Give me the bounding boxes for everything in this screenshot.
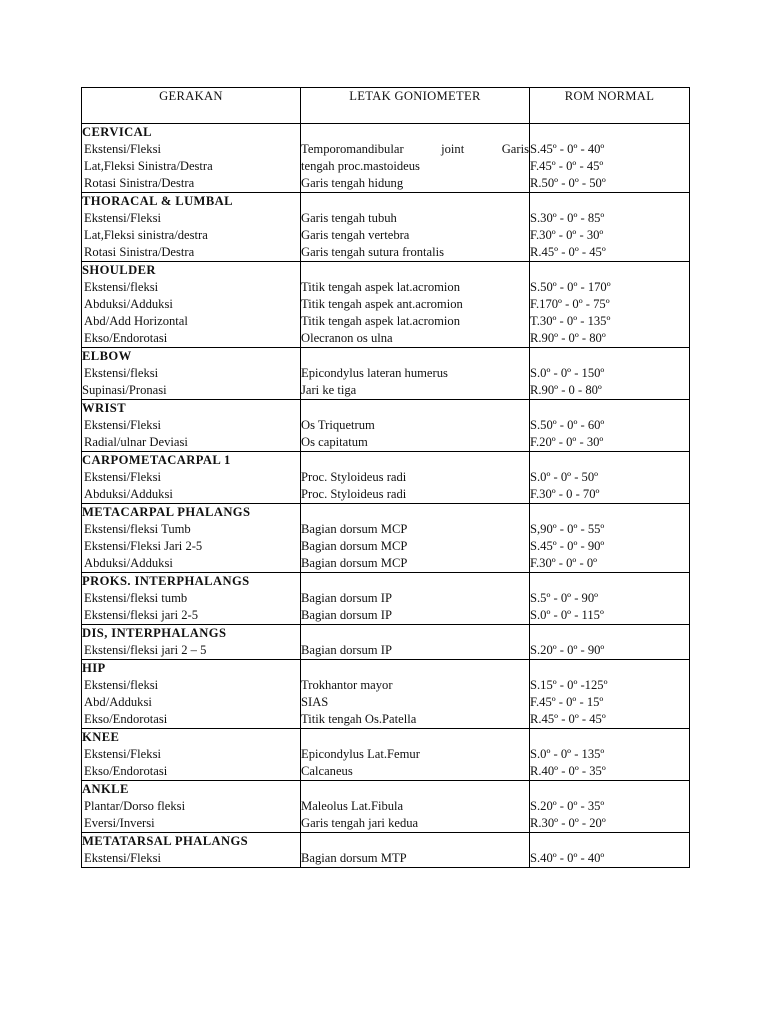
category-label: DIS, INTERPHALANGS xyxy=(82,626,227,640)
movement-label: Abduksi/Adduksi xyxy=(84,297,173,311)
movement-cell xyxy=(82,504,301,573)
rom-value: S.0º - 0º - 115º xyxy=(530,608,604,622)
spacer xyxy=(530,348,689,365)
spacer xyxy=(301,452,529,469)
rom-value: F.45º - 0º - 45º xyxy=(530,159,604,173)
rom-value: S.20º - 0º - 90º xyxy=(530,643,605,657)
movement-label: Lat,Fleksi Sinistra/Destra xyxy=(84,159,213,173)
movement-label: Ekstensi/fleksi xyxy=(84,678,159,692)
spacer xyxy=(530,124,689,141)
rom-cell xyxy=(530,262,690,348)
header-row xyxy=(82,88,690,124)
rom-value: R.90º - 0 - 80º xyxy=(530,383,602,397)
spacer xyxy=(530,452,689,469)
spacer xyxy=(530,660,689,677)
goniometer-location: Os capitatum xyxy=(301,435,368,449)
goniometer-location: Titik tengah aspek lat.acromion xyxy=(301,280,461,294)
movement-cell xyxy=(82,400,301,452)
rom-cell xyxy=(530,124,690,193)
category-label: PROKS. INTERPHALANGS xyxy=(82,574,250,588)
goniometer-location: Bagian dorsum IP xyxy=(301,643,392,657)
goniometer-cell xyxy=(301,573,530,625)
section-row xyxy=(82,573,690,625)
goniometer-location: Garis tengah sutura frontalis xyxy=(301,245,445,259)
category-label: CERVICAL xyxy=(82,125,152,139)
goniometer-location: Bagian dorsum MCP xyxy=(301,539,408,553)
category-label: METATARSAL PHALANGS xyxy=(82,834,249,848)
rom-value: S.5º - 0º - 90º xyxy=(530,591,599,605)
section-row xyxy=(82,833,690,868)
spacer xyxy=(301,193,529,210)
spacer xyxy=(530,729,689,746)
movement-cell xyxy=(82,348,301,400)
category-label: ANKLE xyxy=(82,782,129,796)
rom-value: F.20º - 0º - 30º xyxy=(530,435,604,449)
spacer xyxy=(530,262,689,279)
rom-value: T.30º - 0º - 135º xyxy=(530,314,611,328)
goniometer-location: SIAS xyxy=(301,695,329,709)
rom-value: R.45º - 0º - 45º xyxy=(530,712,606,726)
rom-value: F.30º - 0 - 70º xyxy=(530,487,600,501)
rom-table-body xyxy=(82,124,690,868)
movement-label: Abd/Adduksi xyxy=(84,695,152,709)
movement-label: Ekstensi/fleksi xyxy=(84,280,159,294)
spacer xyxy=(530,781,689,798)
goniometer-location: Proc. Styloideus radi xyxy=(301,487,407,501)
goniometer-cell xyxy=(301,124,530,193)
goniometer-cell xyxy=(301,504,530,573)
rom-cell xyxy=(530,781,690,833)
movement-label: Ekstensi/fleksi Tumb xyxy=(84,522,191,536)
movement-label: Abduksi/Adduksi xyxy=(84,487,173,501)
rom-cell xyxy=(530,193,690,262)
movement-label: Supinasi/Pronasi xyxy=(82,383,167,397)
spacer xyxy=(301,729,529,746)
goniometer-location: Trokhantor mayor xyxy=(301,678,393,692)
movement-cell xyxy=(82,262,301,348)
movement-label: Lat,Fleksi sinistra/destra xyxy=(84,228,208,242)
rom-value: S.0º - 0º - 150º xyxy=(530,366,605,380)
rom-value: R.40º - 0º - 35º xyxy=(530,764,606,778)
goniometer-location: Bagian dorsum MCP xyxy=(301,556,408,570)
movement-cell xyxy=(82,729,301,781)
goniometer-location: Titik tengah aspek ant.acromion xyxy=(301,297,463,311)
movement-label: Abduksi/Adduksi xyxy=(84,556,173,570)
movement-cell xyxy=(82,660,301,729)
section-row xyxy=(82,452,690,504)
section-row xyxy=(82,504,690,573)
goniometer-cell xyxy=(301,400,530,452)
rom-value: S.0º - 0º - 135º xyxy=(530,747,605,761)
goniometer-location: Titik tengah aspek lat.acromion xyxy=(301,314,461,328)
rom-value: R.90º - 0º - 80º xyxy=(530,331,606,345)
section-row xyxy=(82,729,690,781)
movement-cell xyxy=(82,625,301,660)
rom-cell xyxy=(530,833,690,868)
goniometer-cell xyxy=(301,833,530,868)
movement-label: Rotasi Sinistra/Destra xyxy=(84,245,195,259)
header-letak-goniometer: LETAK GONIOMETER xyxy=(301,88,530,124)
section-row xyxy=(82,660,690,729)
category-label: THORACAL & LUMBAL xyxy=(82,194,233,208)
spacer xyxy=(530,504,689,521)
goniometer-location: Bagian dorsum IP xyxy=(301,591,392,605)
goniometer-cell xyxy=(301,348,530,400)
movement-cell xyxy=(82,833,301,868)
category-label: WRIST xyxy=(82,401,126,415)
movement-cell xyxy=(82,124,301,193)
spacer xyxy=(530,573,689,590)
spacer xyxy=(301,833,529,850)
movement-label: Ekstensi/Fleksi xyxy=(84,470,161,484)
movement-label: Radial/ulnar Deviasi xyxy=(84,435,188,449)
movement-cell xyxy=(82,781,301,833)
movement-label: Rotasi Sinistra/Destra xyxy=(84,176,195,190)
category-label: KNEE xyxy=(82,730,120,744)
goniometer-cell xyxy=(301,625,530,660)
section-row xyxy=(82,400,690,452)
category-label: HIP xyxy=(82,661,106,675)
goniometer-location: Garis tengah tubuh xyxy=(301,211,397,225)
movement-label: Ekso/Endorotasi xyxy=(84,331,168,345)
rom-value: S.0º - 0º - 50º xyxy=(530,470,599,484)
rom-value: F.45º - 0º - 15º xyxy=(530,695,604,709)
goniometer-location: Epicondylus lateran humerus xyxy=(301,366,448,380)
movement-label: Ekstensi/fleksi tumb xyxy=(84,591,188,605)
spacer xyxy=(530,625,689,642)
movement-label: Eversi/Inversi xyxy=(84,816,155,830)
rom-value: S,90º - 0º - 55º xyxy=(530,522,605,536)
goniometer-location: Bagian dorsum IP xyxy=(301,608,392,622)
rom-cell xyxy=(530,400,690,452)
rom-cell xyxy=(530,348,690,400)
rom-value: R.30º - 0º - 20º xyxy=(530,816,606,830)
goniometer-location xyxy=(301,141,529,158)
movement-label: Ekso/Endorotasi xyxy=(84,764,168,778)
category-label: ELBOW xyxy=(82,349,132,363)
goniometer-word: Temporomandibular xyxy=(301,142,404,156)
rom-value: S.30º - 0º - 85º xyxy=(530,211,605,225)
goniometer-location: Bagian dorsum MTP xyxy=(301,851,407,865)
goniometer-location: Garis tengah jari kedua xyxy=(301,816,419,830)
category-label: METACARPAL PHALANGS xyxy=(82,505,251,519)
goniometer-word: Garis xyxy=(501,142,529,156)
goniometer-location: Calcaneus xyxy=(301,764,353,778)
section-row xyxy=(82,348,690,400)
category-label: SHOULDER xyxy=(82,263,156,277)
section-row xyxy=(82,124,690,193)
rom-value: F.170º - 0º - 75º xyxy=(530,297,610,311)
goniometer-location: Olecranon os ulna xyxy=(301,331,393,345)
rom-value: S.50º - 0º - 170º xyxy=(530,280,611,294)
movement-label: Ekstensi/fleksi jari 2 – 5 xyxy=(84,643,207,657)
goniometer-cell xyxy=(301,262,530,348)
rom-cell xyxy=(530,573,690,625)
goniometer-cell xyxy=(301,781,530,833)
movement-label: Ekstensi/Fleksi xyxy=(84,747,161,761)
movement-label: Ekstensi/Fleksi xyxy=(84,418,161,432)
rom-value: S.15º - 0º -125º xyxy=(530,678,608,692)
rom-value: F.30º - 0º - 0º xyxy=(530,556,598,570)
spacer xyxy=(301,781,529,798)
movement-label: Ekstensi/Fleksi Jari 2-5 xyxy=(84,539,203,553)
goniometer-word: joint xyxy=(441,142,465,156)
header-gerakan: GERAKAN xyxy=(82,88,301,124)
goniometer-location: Proc. Styloideus radi xyxy=(301,470,407,484)
movement-label: Ekstensi/Fleksi xyxy=(84,851,161,865)
movement-label: Ekso/Endorotasi xyxy=(84,712,168,726)
goniometer-location: Jari ke tiga xyxy=(301,383,357,397)
goniometer-location: Titik tengah Os.Patella xyxy=(301,712,417,726)
section-row xyxy=(82,262,690,348)
rom-value: S.20º - 0º - 35º xyxy=(530,799,605,813)
movement-label: Ekstensi/fleksi xyxy=(84,366,159,380)
rom-value: R.50º - 0º - 50º xyxy=(530,176,606,190)
spacer xyxy=(301,400,529,417)
rom-cell xyxy=(530,729,690,781)
movement-label: Ekstensi/Fleksi xyxy=(84,211,161,225)
rom-value: S.45º - 0º - 90º xyxy=(530,539,605,553)
goniometer-location: Garis tengah vertebra xyxy=(301,228,410,242)
spacer xyxy=(301,660,529,677)
goniometer-location: Epicondylus Lat.Femur xyxy=(301,747,420,761)
rom-value: F.30º - 0º - 30º xyxy=(530,228,604,242)
goniometer-location: Os Triquetrum xyxy=(301,418,375,432)
spacer xyxy=(530,400,689,417)
rom-value: R.45º - 0º - 45º xyxy=(530,245,606,259)
goniometer-location: Garis tengah hidung xyxy=(301,176,404,190)
goniometer-location: tengah proc.mastoideus xyxy=(301,159,420,173)
spacer xyxy=(530,193,689,210)
rom-value: S.50º - 0º - 60º xyxy=(530,418,605,432)
spacer xyxy=(301,504,529,521)
rom-cell xyxy=(530,452,690,504)
goniometer-cell xyxy=(301,660,530,729)
spacer xyxy=(301,262,529,279)
spacer xyxy=(301,124,529,141)
section-row xyxy=(82,625,690,660)
rom-value: S.40º - 0º - 40º xyxy=(530,851,605,865)
goniometer-location: Maleolus Lat.Fibula xyxy=(301,799,404,813)
rom-cell xyxy=(530,504,690,573)
movement-cell xyxy=(82,193,301,262)
section-row xyxy=(82,193,690,262)
rom-value: S.45º - 0º - 40º xyxy=(530,142,605,156)
spacer xyxy=(301,348,529,365)
section-row xyxy=(82,781,690,833)
rom-cell xyxy=(530,660,690,729)
movement-cell xyxy=(82,452,301,504)
goniometer-cell xyxy=(301,193,530,262)
spacer xyxy=(301,573,529,590)
goniometer-cell xyxy=(301,452,530,504)
goniometer-location: Bagian dorsum MCP xyxy=(301,522,408,536)
header-rom-normal: ROM NORMAL xyxy=(530,88,690,124)
category-label: CARPOMETACARPAL 1 xyxy=(82,453,231,467)
movement-label: Ekstensi/Fleksi xyxy=(84,142,161,156)
movement-cell xyxy=(82,573,301,625)
goniometer-cell xyxy=(301,729,530,781)
rom-cell xyxy=(530,625,690,660)
movement-label: Plantar/Dorso fleksi xyxy=(84,799,186,813)
spacer xyxy=(301,625,529,642)
spacer xyxy=(530,833,689,850)
movement-label: Ekstensi/fleksi jari 2-5 xyxy=(84,608,199,622)
rom-table xyxy=(81,87,690,868)
movement-label: Abd/Add Horizontal xyxy=(84,314,188,328)
